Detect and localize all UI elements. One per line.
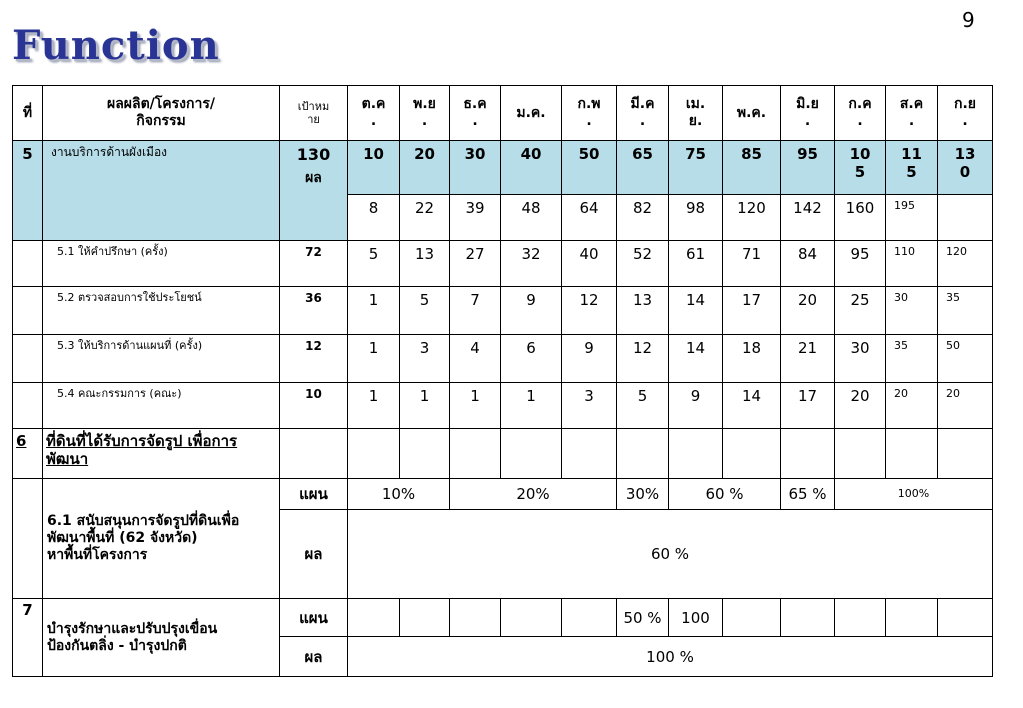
subitem-row <box>13 287 993 335</box>
subitem-value: 50 <box>938 335 993 383</box>
empty-cell <box>562 599 617 637</box>
section5-result-label: ผล <box>305 170 322 187</box>
section5-plan-cell: 85 <box>723 141 781 195</box>
section5-plan-cell: 20 <box>400 141 450 195</box>
empty-cell <box>400 599 450 637</box>
section6-plan-value: 10% <box>348 479 450 510</box>
section6-plan-value: 20% <box>450 479 617 510</box>
subitem-value: 27 <box>450 241 501 287</box>
section5-actual-cell: 120 <box>723 195 781 241</box>
header-month: พ.ย . <box>400 86 450 141</box>
subitem-value: 5 <box>617 383 669 429</box>
function-table <box>12 85 993 677</box>
subitem-value: 17 <box>781 383 835 429</box>
subitem-name: 5.3 ให้บริการด้านแผนที่ (ครั้ง) <box>43 335 280 383</box>
subitem-value: 6 <box>501 335 562 383</box>
section6-plan-value: 65 % <box>781 479 835 510</box>
section5-plan-cell: 75 <box>669 141 723 195</box>
header-row <box>13 86 993 141</box>
section6-result-value: 60 % <box>348 510 993 599</box>
subitem-value: 13 <box>617 287 669 335</box>
empty-cell <box>450 429 501 479</box>
subitem-name: 5.2 ตรวจสอบการใช้ประโยชน์ <box>43 287 280 335</box>
subitem-value: 35 <box>886 335 938 383</box>
subitem-value: 84 <box>781 241 835 287</box>
section5-plan-cell: 40 <box>501 141 562 195</box>
subitem-target: 72 <box>280 241 348 287</box>
subitem-value: 5 <box>400 287 450 335</box>
empty-cell <box>501 599 562 637</box>
section5-plan-cell: 10 <box>348 141 400 195</box>
section6-plan-row <box>13 479 993 510</box>
header-month: เม. ย. <box>669 86 723 141</box>
subitem-value: 1 <box>450 383 501 429</box>
subitem-value: 14 <box>723 383 781 429</box>
section5-name: งานบริการด้านผังเมือง <box>43 141 280 241</box>
subitem-value: 12 <box>617 335 669 383</box>
subitem-name: 5.4 คณะกรรมการ (คณะ) <box>43 383 280 429</box>
section6-row <box>13 429 993 479</box>
section5-actual-cell: 8 <box>348 195 400 241</box>
subitem-name: 5.1 ให้คำปรึกษา (ครั้ง) <box>43 241 280 287</box>
section5-actual-cell: 195 <box>886 195 938 241</box>
section6-plan-value: 60 % <box>669 479 781 510</box>
section7-plan-row <box>13 599 993 637</box>
header-month: ธ.ค . <box>450 86 501 141</box>
section6-plan-label: แผน <box>280 479 348 510</box>
header-month: มิ.ย . <box>781 86 835 141</box>
subitem-value: 1 <box>348 287 400 335</box>
subitem-value: 5 <box>348 241 400 287</box>
empty-cell <box>348 429 400 479</box>
empty-cell <box>501 429 562 479</box>
empty-cell <box>723 599 781 637</box>
subitem-target: 12 <box>280 335 348 383</box>
header-month: ม.ค. <box>501 86 562 141</box>
subitem-value: 14 <box>669 335 723 383</box>
subitem-value: 9 <box>562 335 617 383</box>
section5-plan-cell: 13 0 <box>938 141 993 195</box>
header-month: มี.ค . <box>617 86 669 141</box>
subitem-target: 36 <box>280 287 348 335</box>
subitem-value: 1 <box>400 383 450 429</box>
section6-name: ที่ดินที่ได้รับการจัดรูป เพื่อการพัฒนา <box>43 429 280 479</box>
empty-cell <box>723 429 781 479</box>
subitem-value: 20 <box>781 287 835 335</box>
subitem-value: 7 <box>450 287 501 335</box>
section5-actual-cell: 82 <box>617 195 669 241</box>
empty-cell <box>835 429 886 479</box>
section5-number: 5 <box>13 141 43 241</box>
section5-target <box>280 141 348 241</box>
empty-cell <box>280 429 348 479</box>
empty-cell <box>13 241 43 287</box>
subitem-value: 71 <box>723 241 781 287</box>
subitem-row <box>13 241 993 287</box>
subitem-row <box>13 383 993 429</box>
header-month: ต.ค . <box>348 86 400 141</box>
page-number: 9 <box>962 8 975 32</box>
section5-actual-cell: 160 <box>835 195 886 241</box>
section6-sub-name: 6.1 สนับสนุนการจัดรูปที่ดินเพื่อ พัฒนาพื้นที่ (62 จังหวัด) หาพื้นที่โครงการ <box>43 479 280 599</box>
header-month: ก.ย . <box>938 86 993 141</box>
section5-actual-cell: 98 <box>669 195 723 241</box>
section5-plan-cell: 50 <box>562 141 617 195</box>
section5-actual-cell: 22 <box>400 195 450 241</box>
subitem-value: 4 <box>450 335 501 383</box>
section6-plan-value: 30% <box>617 479 669 510</box>
page-title: Function <box>12 22 220 69</box>
empty-cell <box>886 429 938 479</box>
header-month: ก.ค . <box>835 86 886 141</box>
subitem-value: 3 <box>400 335 450 383</box>
subitem-value: 12 <box>562 287 617 335</box>
section7-plan-value: 100 <box>669 599 723 637</box>
subitem-value: 21 <box>781 335 835 383</box>
header-month: พ.ค. <box>723 86 781 141</box>
subitem-value: 52 <box>617 241 669 287</box>
empty-cell <box>13 335 43 383</box>
section7-result-value: 100 % <box>348 637 993 677</box>
section6-plan-value: 100% <box>835 479 993 510</box>
section7-number: 7 <box>13 599 43 677</box>
subitem-row <box>13 335 993 383</box>
empty-cell <box>13 479 43 599</box>
subitem-value: 18 <box>723 335 781 383</box>
subitem-value: 120 <box>938 241 993 287</box>
section5-plan-cell: 11 5 <box>886 141 938 195</box>
empty-cell <box>781 429 835 479</box>
empty-cell <box>835 599 886 637</box>
empty-cell <box>781 599 835 637</box>
subitem-value: 1 <box>348 383 400 429</box>
empty-cell <box>669 429 723 479</box>
section5-actual-cell: 39 <box>450 195 501 241</box>
section7-name: บำรุงรักษาและปรับปรุงเขื่อน ป้องกันตลิ่ง - บำรุงปกติ <box>43 599 280 677</box>
empty-cell <box>400 429 450 479</box>
header-month: ก.พ . <box>562 86 617 141</box>
subitem-value: 35 <box>938 287 993 335</box>
section5-plan-cell: 65 <box>617 141 669 195</box>
empty-cell <box>938 599 993 637</box>
section5-actual-cell: 142 <box>781 195 835 241</box>
section5-actual-cell: 64 <box>562 195 617 241</box>
subitem-value: 3 <box>562 383 617 429</box>
empty-cell <box>450 599 501 637</box>
subitem-value: 110 <box>886 241 938 287</box>
header-no: ที่ <box>13 86 43 141</box>
section6-number: 6 <box>13 429 43 479</box>
section7-plan-label: แผน <box>280 599 348 637</box>
section5-plan-row <box>13 141 993 195</box>
subitem-value: 1 <box>501 383 562 429</box>
empty-cell <box>886 599 938 637</box>
empty-cell <box>938 429 993 479</box>
section6-result-label: ผล <box>280 510 348 599</box>
section5-plan-cell: 10 5 <box>835 141 886 195</box>
section7-plan-value: 50 % <box>617 599 669 637</box>
subitem-value: 20 <box>886 383 938 429</box>
header-output: ผลผลิต/โครงการ/ กิจกรรม <box>43 86 280 141</box>
subitem-value: 9 <box>669 383 723 429</box>
subitem-value: 1 <box>348 335 400 383</box>
subitem-value: 32 <box>501 241 562 287</box>
subitem-value: 20 <box>835 383 886 429</box>
section5-actual-cell: 48 <box>501 195 562 241</box>
subitem-value: 40 <box>562 241 617 287</box>
empty-cell <box>562 429 617 479</box>
subitem-value: 14 <box>669 287 723 335</box>
section5-plan-cell: 30 <box>450 141 501 195</box>
subitem-value: 13 <box>400 241 450 287</box>
subitem-value: 9 <box>501 287 562 335</box>
empty-cell <box>348 599 400 637</box>
empty-cell <box>13 383 43 429</box>
subitem-target: 10 <box>280 383 348 429</box>
section7-result-label: ผล <box>280 637 348 677</box>
subitem-value: 61 <box>669 241 723 287</box>
subitem-value: 17 <box>723 287 781 335</box>
subitem-value: 25 <box>835 287 886 335</box>
section5-actual-cell <box>938 195 993 241</box>
section5-plan-cell: 95 <box>781 141 835 195</box>
subitem-value: 30 <box>886 287 938 335</box>
header-target: เป้าหม าย <box>280 86 348 141</box>
subitem-value: 95 <box>835 241 886 287</box>
subitem-value: 20 <box>938 383 993 429</box>
header-month: ส.ค . <box>886 86 938 141</box>
empty-cell <box>617 429 669 479</box>
section5-target-value: 130 <box>296 145 331 164</box>
subitem-value: 30 <box>835 335 886 383</box>
empty-cell <box>13 287 43 335</box>
